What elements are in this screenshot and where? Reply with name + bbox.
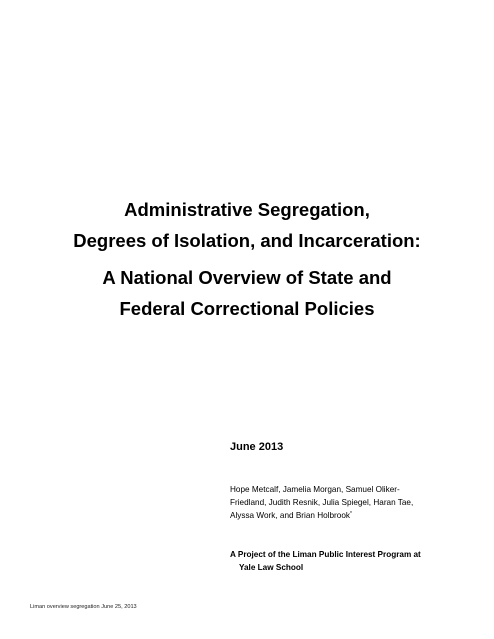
author-line-1: Hope Metcalf, Jamelia Morgan, Samuel Oliker- — [230, 485, 400, 494]
author-footnote-mark: * — [349, 510, 352, 517]
author-line-2: Friedland, Judith Resnik, Julia Spiegel, Haran Tae, — [230, 497, 414, 507]
author-line-3-text: Alyssa Work, and Brian Holbrook — [230, 510, 350, 520]
author-line-3 — [230, 510, 470, 523]
title-line-1: Administrative Segregation, — [124, 199, 370, 220]
author-list — [230, 484, 470, 522]
project-attribution — [230, 549, 470, 574]
page-footer: Liman overview segregation June 25, 2013 — [30, 604, 137, 610]
title-line-2: Degrees of Isolation, and Incarceration: — [73, 230, 421, 251]
project-line-2: Yale Law School — [239, 562, 304, 572]
subtitle-line-1: A National Overview of State and — [102, 267, 392, 288]
report-subtitle — [0, 262, 494, 324]
project-line-1: A Project of the Liman Public Interest Program at — [230, 550, 421, 559]
publication-date: June 2013 — [230, 441, 284, 453]
report-title — [0, 194, 494, 256]
subtitle-line-2: Federal Correctional Policies — [119, 298, 375, 319]
